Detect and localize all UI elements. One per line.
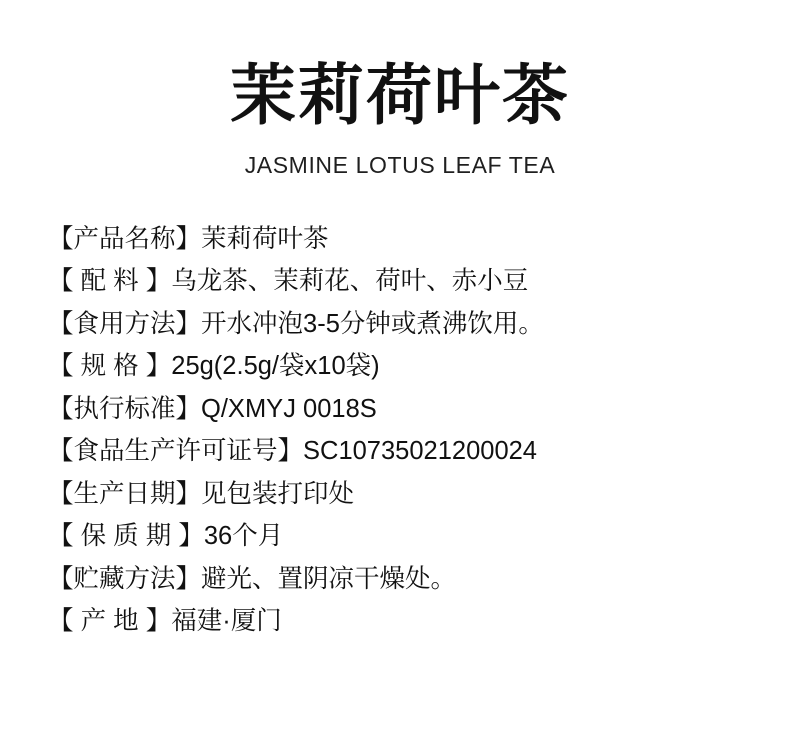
specification-list — [0, 224, 800, 636]
spec-value: SC10735021200024 — [303, 437, 537, 466]
list-item — [48, 564, 800, 593]
spec-key: 【 产 地 】 — [48, 607, 172, 636]
spec-value: 开水冲泡3-5分钟或煮沸饮用。 — [201, 309, 544, 338]
spec-key: 【 规 格 】 — [48, 352, 172, 381]
spec-key: 【 保 质 期 】 — [48, 522, 204, 551]
title-block — [0, 0, 800, 179]
spec-key: 【食品生产许可证号】 — [48, 437, 304, 466]
spec-value: 36个月 — [203, 522, 284, 551]
list-item — [48, 354, 800, 380]
spec-key: 【生产日期】 — [48, 479, 202, 508]
spec-value: 乌龙茶、茉莉花、荷叶、赤小豆 — [171, 267, 529, 296]
spec-value: 福建·厦门 — [171, 607, 282, 636]
spec-value: 避光、置阴凉干燥处。 — [201, 564, 457, 593]
spec-key: 【食用方法】 — [48, 309, 202, 338]
spec-value: 25g(2.5g/袋x10袋) — [171, 352, 380, 381]
list-item — [48, 609, 800, 635]
list-item — [48, 224, 800, 253]
list-item — [48, 309, 800, 338]
spec-key: 【贮藏方法】 — [48, 564, 202, 593]
list-item — [48, 479, 800, 508]
spec-key: 【产品名称】 — [48, 224, 202, 253]
spec-value: 茉莉荷叶茶 — [201, 224, 329, 253]
list-item — [48, 524, 800, 550]
product-title-en: JASMINE LOTUS LEAF TEA — [244, 151, 556, 178]
list-item — [48, 439, 800, 465]
list-item — [48, 394, 800, 423]
spec-key: 【 配 料 】 — [48, 267, 172, 296]
spec-value: Q/XMYJ 0018S — [201, 394, 377, 423]
spec-key: 【执行标准】 — [48, 394, 202, 423]
spec-value: 见包装打印处 — [201, 479, 355, 508]
product-title-cn: 茉莉荷叶茶 — [230, 58, 570, 132]
list-item — [48, 269, 800, 295]
